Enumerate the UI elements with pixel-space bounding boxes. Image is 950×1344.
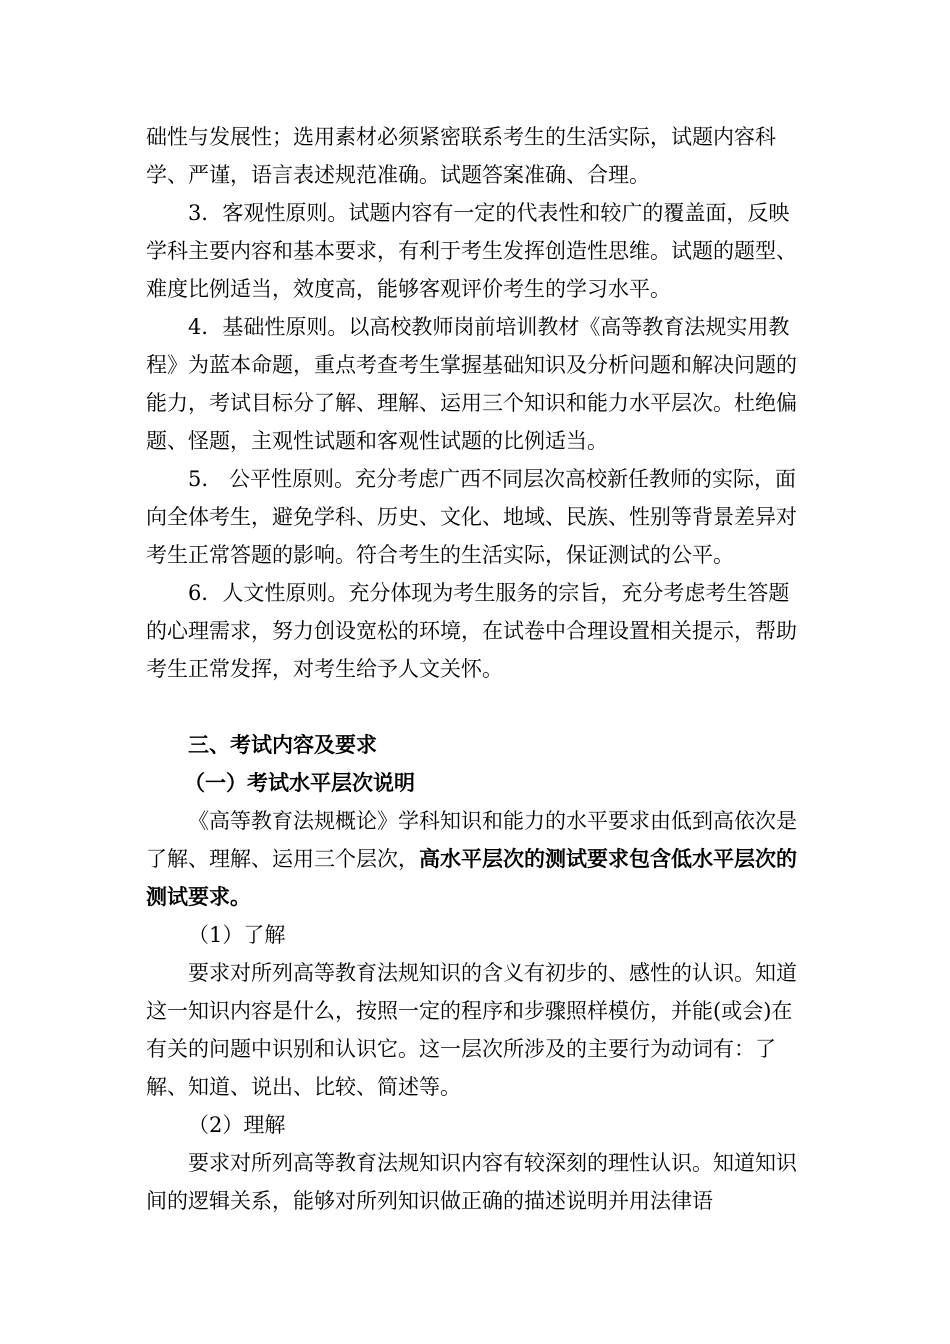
paragraph-comprehend: 要求对所列高等教育法规知识内容有较深刻的理性认识。知道知识间的逻辑关系，能够对所列知识做正确的描述说明并用法律语 (146, 1151, 797, 1213)
paragraph-continuation: 础性与发展性；选用素材必须紧密联系考生的生活实际，试题内容科学、严谨，语言表述规范准确。试题答案准确、合理。 (146, 125, 776, 187)
section-heading: 三、考试内容及要求 (188, 732, 377, 757)
paragraph-objectivity-principle: 3．客观性原则。试题内容有一定的代表性和较广的覆盖面，反映学科主要内容和基本要求，有利于考生发挥创造性思维。试题的题型、难度比例适当，效度高，能够客观评价考生的学习水平。 (146, 201, 797, 301)
paragraph-basic-principle: 4．基础性原则。以高校教师岗前培训教材《高等教育法规实用教程》为蓝本命题，重点考查考生掌握基础知识及分析问题和解决问题的能力，考试目标分了解、理解、运用三个知识和能力水平层次。杜绝偏题、怪题，主观性试题和客观性试题的比例适当。 (146, 315, 797, 453)
subsection-heading: （一）考试水平层次说明 (184, 770, 415, 795)
paragraph-humanistic-principle: 6．人文性原则。充分体现为考生服务的宗旨，充分考虑考生答题的心理需求，努力创设宽松的环境，在试卷中合理设置相关提示，帮助考生正常发挥，对考生给予人文关怀。 (146, 581, 797, 681)
paragraph-understand-basic: 要求对所列高等教育法规知识的含义有初步的、感性的认识。知道这一知识内容是什么，按照一定的程序和步骤照样模仿，并能(或会)在有关的问题中识别和认识它。这一层次所涉及的主要行为动词有：了解、知道、说出、比较、简述等。 (146, 961, 797, 1099)
paragraph-level-intro (146, 802, 806, 916)
blank-line (146, 688, 806, 726)
intro-text: 《高等教育法规概论》学科知识和能力的水平要求由低到高依次是了解、理解、运用三个层次， (146, 809, 797, 871)
document-body (146, 118, 806, 1220)
intro-bold-text: 高水平层次的测试要求包含低水平层次的测试要求。 (146, 846, 797, 909)
item-heading-understand-basic: （1）了解 (188, 923, 286, 947)
item-heading-comprehend: （2）理解 (188, 1113, 286, 1137)
paragraph-fairness-principle: 5. 公平性原则。充分考虑广西不同层次高校新任教师的实际，面向全体考生，避免学科、历史、文化、地域、民族、性别等背景差异对考生正常答题的影响。符合考生的生活实际，保证测试的公平。 (146, 467, 797, 567)
